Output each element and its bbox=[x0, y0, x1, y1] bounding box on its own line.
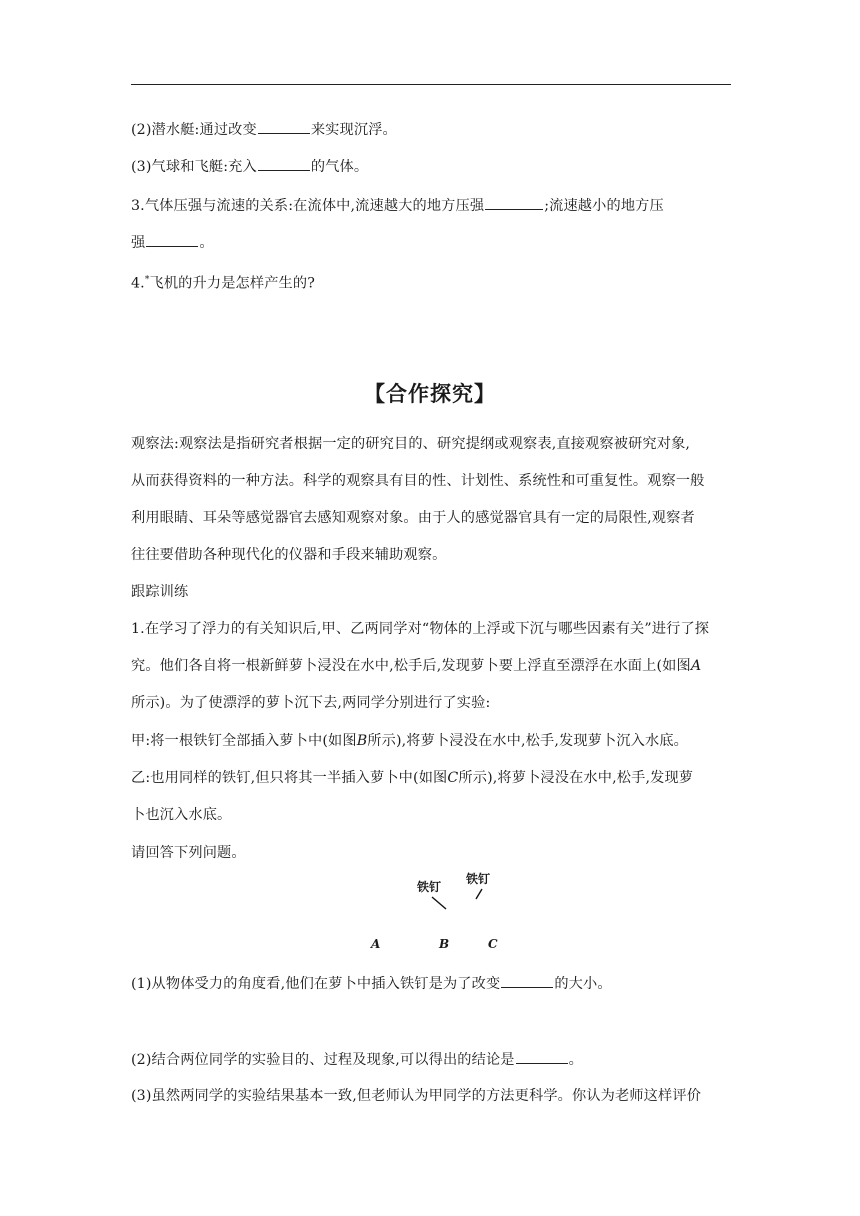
item-3-line2 bbox=[131, 232, 214, 253]
nail-c-line bbox=[476, 889, 482, 899]
item-text: 来实现沉浮。 bbox=[310, 122, 397, 138]
problem-line-2 bbox=[131, 656, 701, 676]
item-3-line1 bbox=[131, 195, 664, 216]
figure-ref: B bbox=[356, 733, 368, 749]
answer-blank[interactable] bbox=[516, 1049, 568, 1064]
nail-label-c: 铁钉 bbox=[466, 872, 491, 886]
question-text: (1)从物体受力的角度看,他们在萝卜中插入铁钉是为了改变 bbox=[131, 976, 501, 992]
section-heading: 【合作探究】 bbox=[364, 382, 496, 406]
problem-text: 甲:将一根铁钉全部插入萝卜中(如图 bbox=[131, 733, 357, 749]
question-3: (3)虽然两同学的实验结果基本一致,但老师认为甲同学的方法更科学。你认为老师这样评价 bbox=[131, 1088, 702, 1104]
caption-a: A bbox=[371, 937, 381, 951]
item-text: 的气体。 bbox=[310, 159, 369, 175]
item-text: ;流速越小的地方压 bbox=[544, 198, 664, 214]
answer-blank[interactable] bbox=[146, 232, 198, 247]
question-text: 。 bbox=[568, 1052, 583, 1068]
answer-blank[interactable] bbox=[485, 195, 543, 210]
training-title: 跟踪训练 bbox=[131, 584, 189, 600]
caption-b: B bbox=[439, 937, 450, 951]
problem-text: 所示),将萝卜浸没在水中,松手,发现萝 bbox=[458, 770, 694, 786]
problem-line-3: 所示)。为了使漂浮的萝卜沉下去,两同学分别进行了实验: bbox=[131, 695, 491, 711]
header-rule bbox=[131, 84, 731, 85]
item-text: (2)潜水艇:通过改变 bbox=[131, 122, 257, 138]
item-4 bbox=[131, 270, 315, 294]
method-line-2: 从而获得资料的一种方法。科学的观察具有目的性、计划性、系统性和可重复性。观察一般 bbox=[131, 473, 705, 489]
method-line-4: 往往要借助各种现代化的仪器和手段来辅助观察。 bbox=[131, 547, 447, 563]
answer-blank[interactable] bbox=[258, 156, 310, 171]
problem-text: 所示),将萝卜浸没在水中,松手,发现萝卜沉入水底。 bbox=[367, 733, 689, 749]
item-text: 3.气体压强与流速的关系:在流体中,流速越大的地方压强 bbox=[131, 198, 485, 214]
question-text: 的大小。 bbox=[554, 976, 612, 992]
method-line-3: 利用眼睛、耳朵等感觉器官去感知观察对象。由于人的感觉器官具有一定的局限性,观察者 bbox=[131, 510, 695, 526]
nail-b-line bbox=[432, 897, 446, 909]
answer-blank[interactable] bbox=[501, 973, 553, 988]
item-text: (3)气球和飞艇:充入 bbox=[131, 159, 257, 175]
star-mark: * bbox=[144, 275, 150, 285]
problem-yi bbox=[131, 768, 693, 788]
carrot-figure bbox=[355, 866, 515, 958]
item-number: 4. bbox=[131, 275, 145, 292]
problem-yi-line2: 卜也沉入水底。 bbox=[131, 807, 232, 823]
problem-jia bbox=[131, 731, 688, 751]
question-text: (2)结合两位同学的实验目的、过程及现象,可以得出的结论是 bbox=[131, 1052, 515, 1068]
question-2 bbox=[131, 1049, 583, 1070]
question-1 bbox=[131, 973, 612, 994]
nail-label-b: 铁钉 bbox=[417, 880, 442, 894]
item-2-2 bbox=[131, 119, 397, 140]
problem-text: 乙:也用同样的铁钉,但只将其一半插入萝卜中(如图 bbox=[131, 770, 448, 786]
item-text: 强 bbox=[131, 235, 146, 251]
figure-ref: C bbox=[447, 770, 459, 786]
problem-prompt: 请回答下列问题。 bbox=[131, 845, 246, 861]
item-text: 飞机的升力是怎样产生的? bbox=[149, 275, 315, 292]
method-line-1: 观察法:观察法是指研究者根据一定的研究目的、研究提纲或观察表,直接观察被研究对象, bbox=[131, 436, 691, 452]
problem-line-1: 1.在学习了浮力的有关知识后,甲、乙两同学对“物体的上浮或下沉与哪些因素有关”进行了探 bbox=[131, 621, 710, 637]
answer-blank[interactable] bbox=[258, 119, 310, 134]
figure-ref: A bbox=[690, 658, 702, 674]
item-text: 。 bbox=[199, 235, 214, 251]
problem-text: 究。他们各自将一根新鲜萝卜浸没在水中,松手后,发现萝卜要上浮直至漂浮在水面上(如图 bbox=[131, 658, 691, 674]
caption-c: C bbox=[488, 937, 498, 951]
item-2-3 bbox=[131, 156, 368, 177]
